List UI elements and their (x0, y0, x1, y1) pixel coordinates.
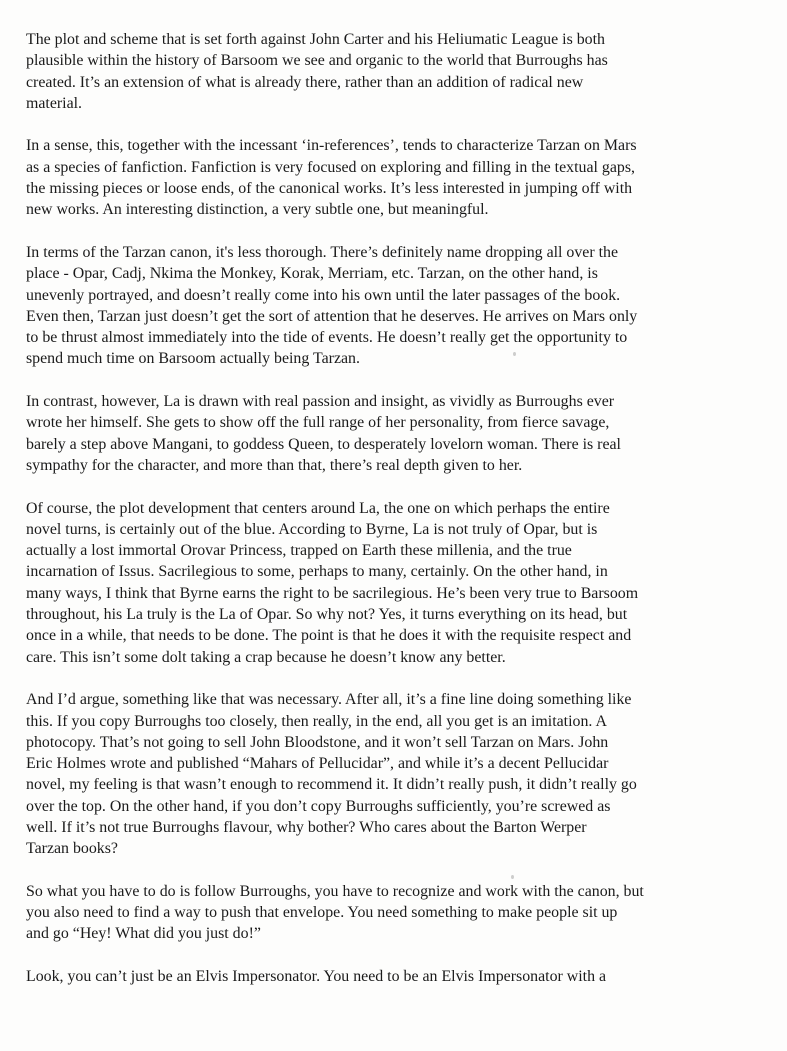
text-line: created. It’s an extension of what is already there, rather than an addition of radical new (26, 73, 584, 91)
scan-speck (511, 875, 514, 879)
text-line: novel, my feeling is that wasn’t enough to recommend it. It didn’t really push, it didn’t really go (26, 776, 637, 794)
paragraph (26, 498, 766, 668)
paragraph (26, 135, 766, 220)
text-line: Look, you can’t just be an Elvis Impersonator. You need to be an Elvis Impersonator with a (26, 968, 607, 986)
text-line: you also need to find a way to push that envelope. You need something to make people sit up (26, 904, 618, 922)
paragraph (26, 881, 766, 945)
text-line: and go “Hey! What did you just do!” (26, 925, 261, 943)
paragraph (26, 29, 766, 114)
text-line: place - Opar, Cadj, Nkima the Monkey, Korak, Merriam, etc. Tarzan, on the other hand, is (26, 265, 598, 283)
text-line: And I’d argue, something like that was necessary. After all, it’s a fine line doing something like (26, 691, 632, 709)
text-line: well. If it’s not true Burroughs flavour, why bother? Who cares about the Barton Werper (26, 818, 587, 836)
text-line: In terms of the Tarzan canon, it's less thorough. There’s definitely name dropping all over the (26, 243, 619, 261)
text-line: to be thrust almost immediately into the tide of events. He doesn’t really get the opportunity to (26, 329, 628, 347)
text-line: Even then, Tarzan just doesn’t get the sort of attention that he deserves. He arrives on Mars only (26, 307, 638, 325)
text-line: Tarzan books? (26, 840, 118, 858)
document-body (26, 29, 766, 1009)
text-line: incarnation of Issus. Sacrilegious to some, perhaps to many, certainly. On the other hand, in (26, 563, 608, 581)
scan-speck (513, 352, 516, 356)
text-line: wrote her himself. She gets to show off the full range of her personality, from fierce savage, (26, 414, 610, 432)
text-line: many ways, I think that Byrne earns the right to be sacrilegious. He’s been very true to Barsoom (26, 584, 639, 602)
text-line: In contrast, however, La is drawn with real passion and insight, as vividly as Burroughs ever (26, 393, 615, 411)
paragraph (26, 391, 766, 476)
paragraph (26, 689, 766, 859)
text-line: In a sense, this, together with the incessant ‘in-references’, tends to characterize Tarzan on Mars (26, 137, 637, 155)
text-line: novel turns, is certainly out of the blue. According to Byrne, La is not truly of Opar, but is (26, 520, 598, 538)
text-line: over the top. On the other hand, if you don’t copy Burroughs sufficiently, you’re screwed as (26, 797, 611, 815)
text-line: Of course, the plot development that centers around La, the one on which perhaps the entire (26, 499, 610, 517)
text-line: The plot and scheme that is set forth against John Carter and his Heliumatic League is both (26, 31, 605, 48)
text-line: new works. An interesting distinction, a very subtle one, but meaningful. (26, 201, 489, 219)
text-line: actually a lost immortal Orovar Princess, trapped on Earth these millenia, and the true (26, 542, 572, 560)
text-line: So what you have to do is follow Burroughs, you have to recognize and work with the canon, but (26, 882, 644, 900)
text-line: sympathy for the character, and more than that, there’s real depth given to her. (26, 456, 523, 474)
text-line: photocopy. That’s not going to sell John Bloodstone, and it won’t sell Tarzan on Mars. John (26, 733, 609, 751)
text-line: unevenly portrayed, and doesn’t really come into his own until the later passages of the book. (26, 286, 621, 304)
text-line: spend much time on Barsoom actually being Tarzan. (26, 350, 360, 368)
text-line: care. This isn’t some dolt taking a crap because he doesn’t know any better. (26, 648, 506, 666)
text-line: material. (26, 94, 83, 112)
text-line: plausible within the history of Barsoom we see and organic to the world that Burroughs has (26, 52, 608, 70)
text-line: Eric Holmes wrote and published “Mahars of Pellucidar”, and while it’s a decent Pellucidar (26, 755, 609, 773)
text-line: as a species of fanfiction. Fanfiction is very focused on exploring and filling in the textual gaps, (26, 158, 635, 176)
text-line: the missing pieces or loose ends, of the canonical works. It’s less interested in jumping off with (26, 180, 633, 198)
text-line: this. If you copy Burroughs too closely, then really, in the end, all you get is an imitation. A (26, 712, 607, 730)
paragraph (26, 242, 766, 370)
paragraph (26, 966, 766, 987)
text-line: once in a while, that needs to be done. The point is that he does it with the requisite respect and (26, 627, 632, 645)
text-line: barely a step above Mangani, to goddess Queen, to desperately lovelorn woman. There is real (26, 435, 621, 453)
text-line: throughout, his La truly is the La of Opar. So why not? Yes, it turns everything on its head, but (26, 606, 628, 624)
